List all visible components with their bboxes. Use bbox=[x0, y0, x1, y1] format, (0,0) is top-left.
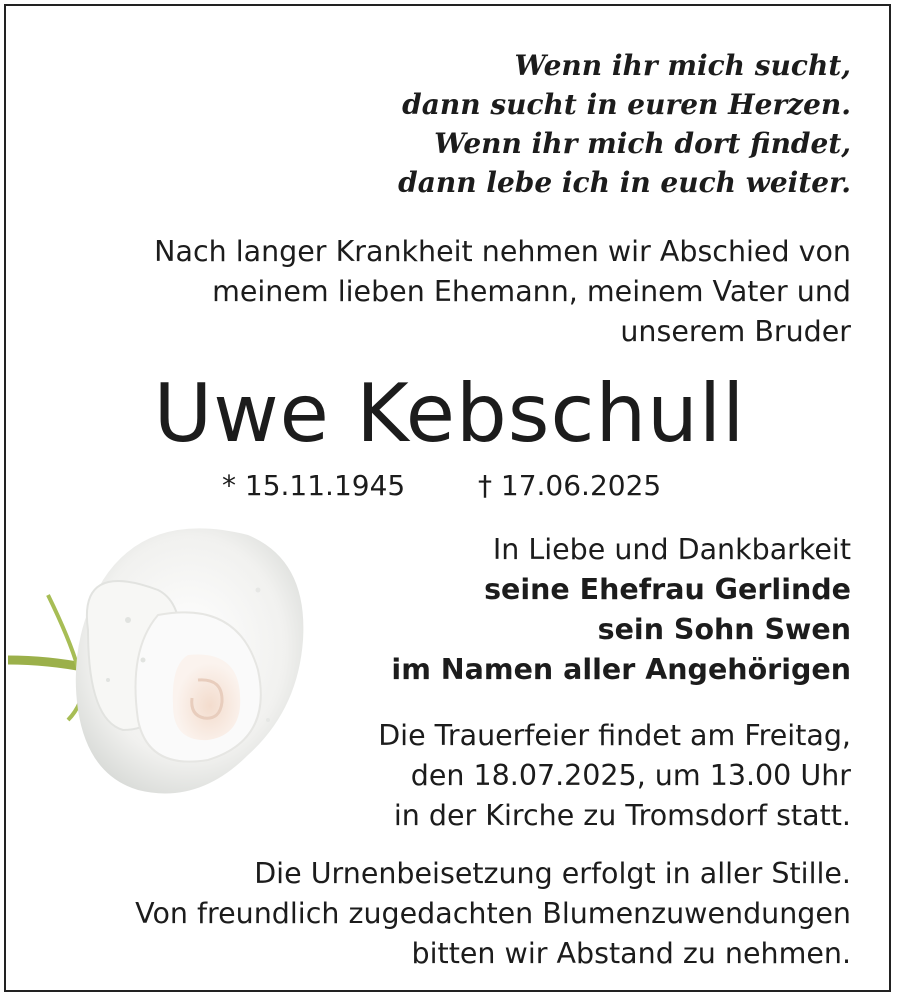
intro-line: unserem Bruder bbox=[620, 315, 851, 348]
birth-date: * 15.11.1945 bbox=[222, 469, 406, 502]
service-line: in der Kirche zu Tromsdorf statt. bbox=[393, 799, 851, 832]
intro-text bbox=[154, 232, 851, 352]
verse-line: dann lebe ich in euch weiter. bbox=[398, 166, 851, 199]
white-rose-image bbox=[8, 520, 328, 805]
closing-line: bitten wir Abstand zu nehmen. bbox=[411, 937, 851, 970]
verse-line: Wenn ihr mich sucht, bbox=[514, 49, 851, 82]
deceased-name: Uwe Kebschull bbox=[153, 367, 746, 460]
verse-line: Wenn ihr mich dort findet, bbox=[434, 127, 851, 160]
intro-line: meinem lieben Ehemann, meinem Vater und bbox=[212, 275, 851, 308]
verse bbox=[398, 46, 851, 202]
death-date: † 17.06.2025 bbox=[478, 469, 662, 502]
funeral-service-info bbox=[378, 716, 851, 836]
closing-line: Von freundlich zugedachten Blumenzuwendungen bbox=[135, 897, 851, 930]
family-member: im Namen aller Angehörigen bbox=[391, 653, 851, 686]
closing-line: Die Urnenbeisetzung erfolgt in aller Stille. bbox=[254, 857, 851, 890]
family-member: seine Ehefrau Gerlinde bbox=[484, 573, 851, 606]
service-line: den 18.07.2025, um 13.00 Uhr bbox=[410, 759, 851, 792]
service-line: Die Trauerfeier findet am Freitag, bbox=[378, 719, 851, 752]
family-member: sein Sohn Swen bbox=[597, 613, 851, 646]
verse-line: dann sucht in euren Herzen. bbox=[402, 88, 851, 121]
family-signature bbox=[391, 530, 851, 690]
family-intro: In Liebe und Dankbarkeit bbox=[492, 533, 851, 566]
intro-line: Nach langer Krankheit nehmen wir Abschied von bbox=[154, 235, 851, 268]
closing-notice bbox=[135, 854, 851, 974]
